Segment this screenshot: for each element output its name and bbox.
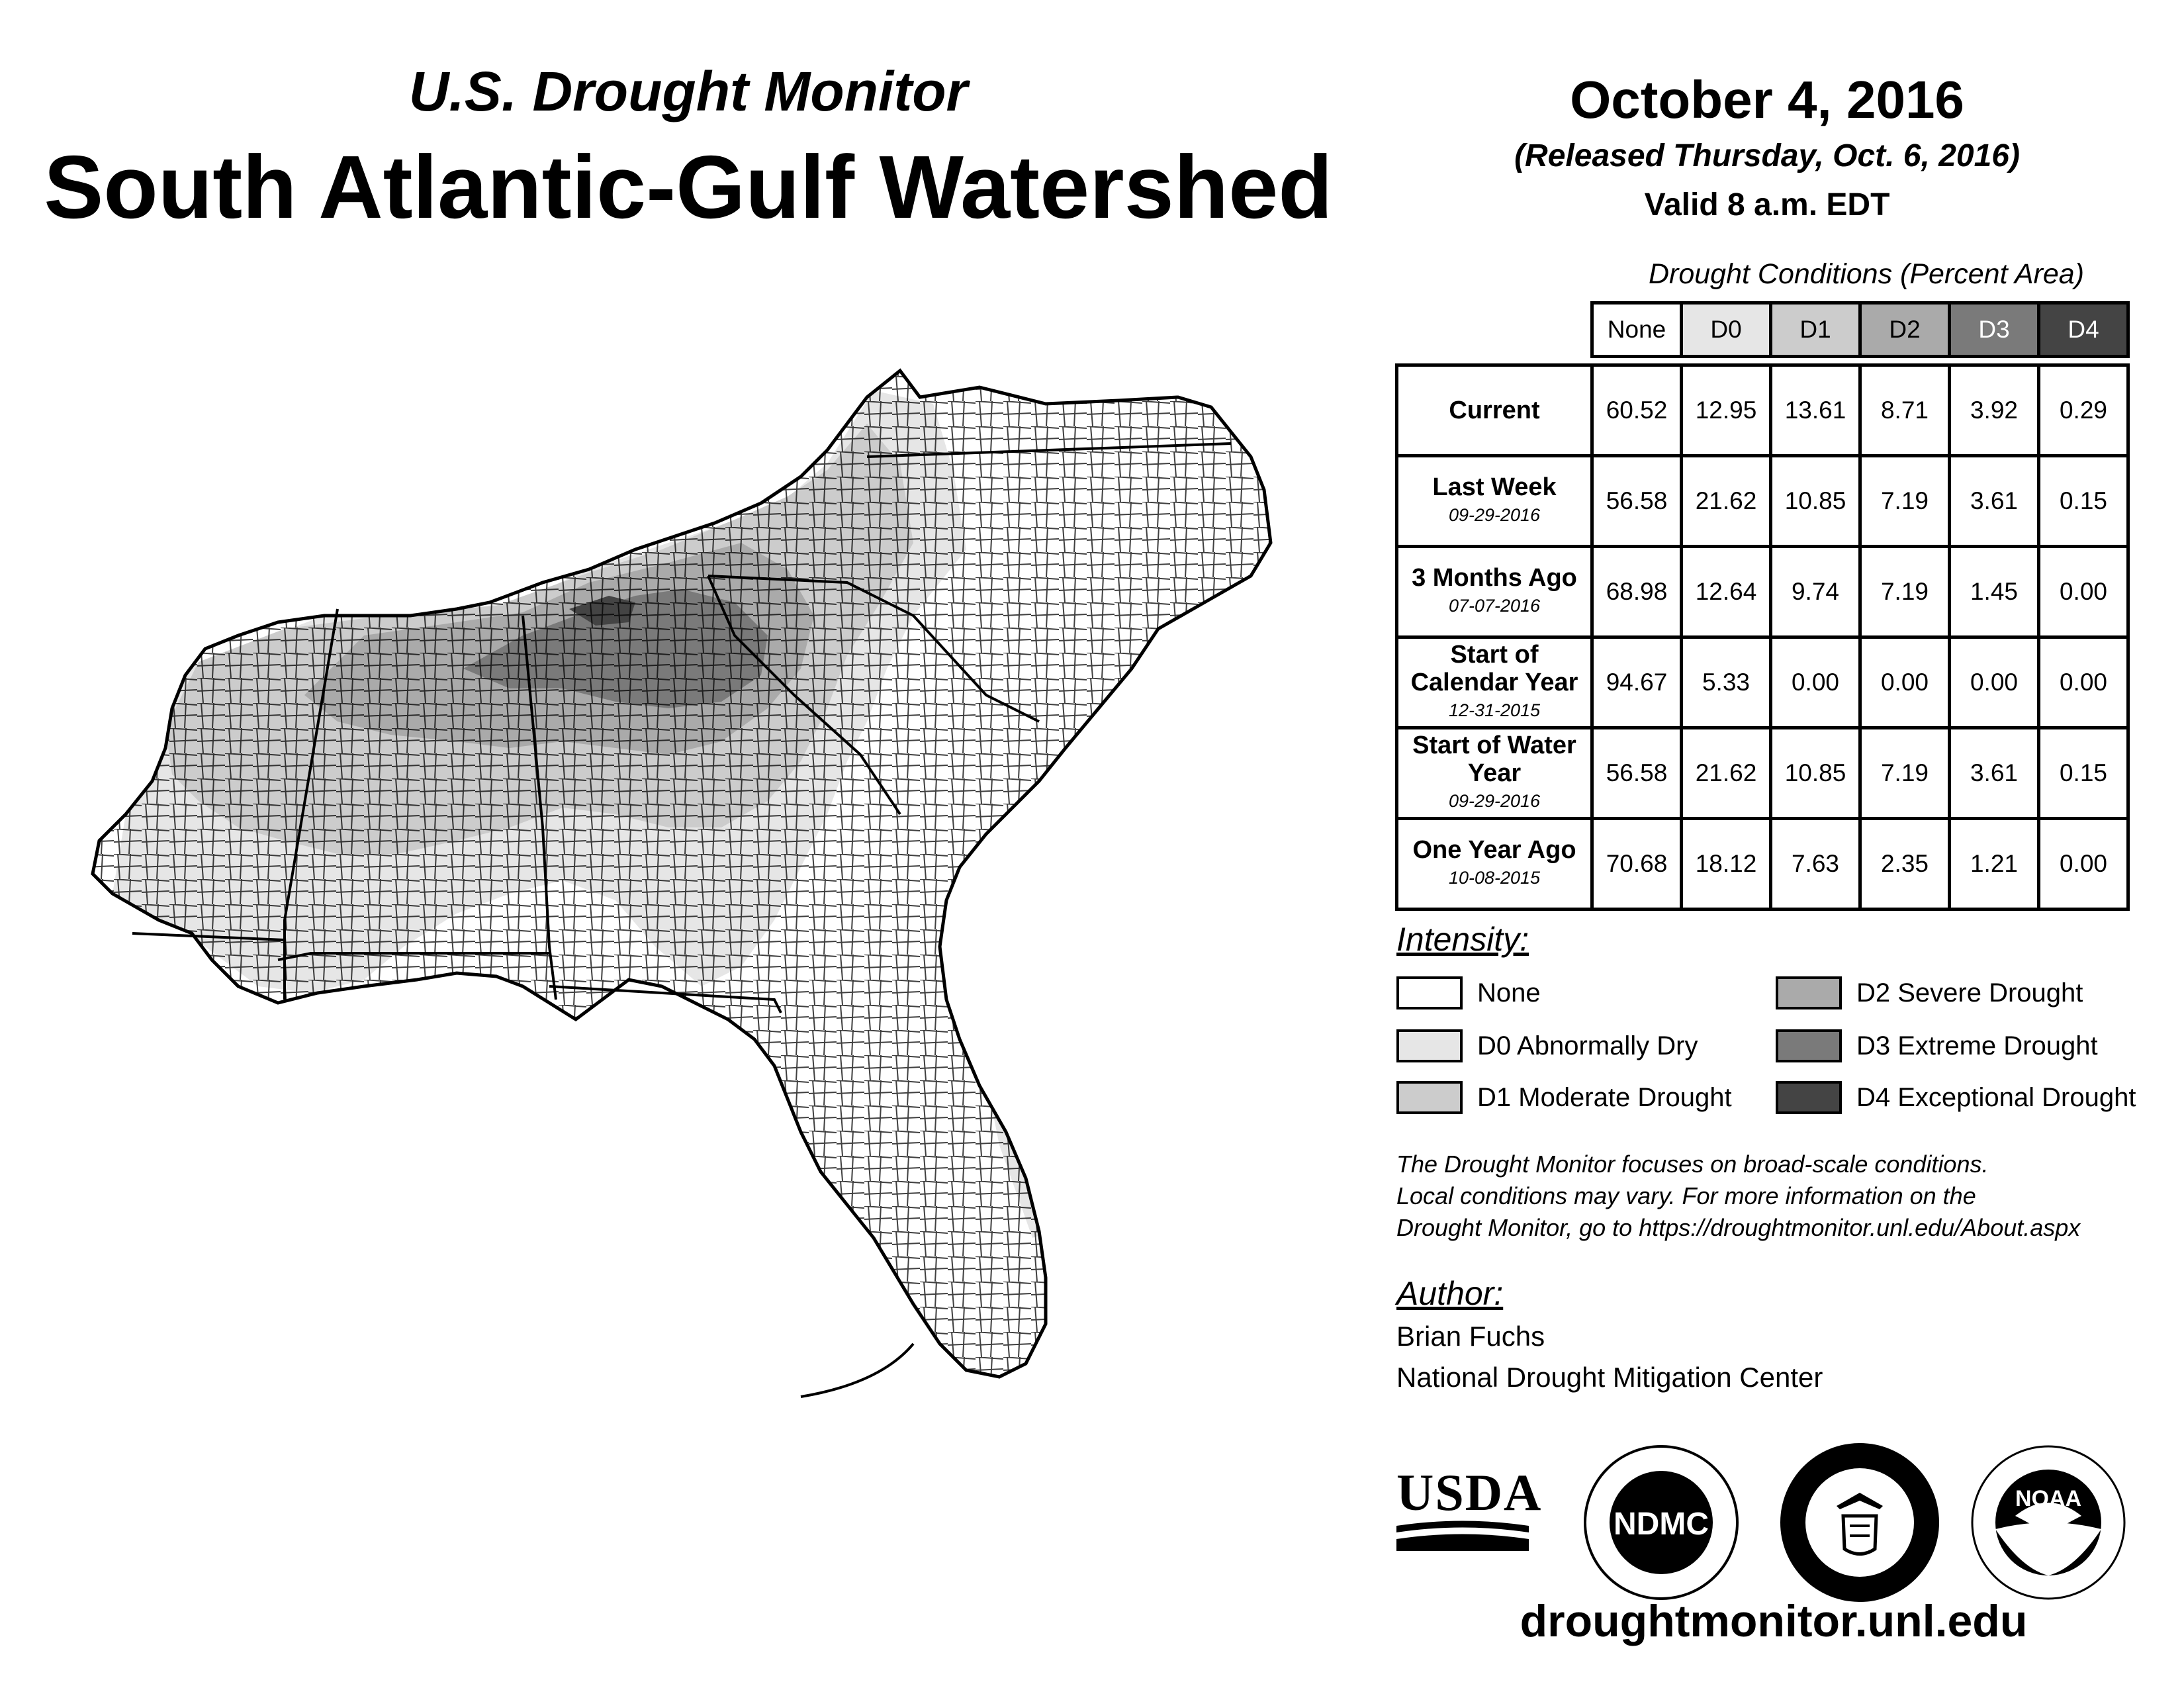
row-label: 3 Months Ago 07-07-2016 (1397, 547, 1592, 637)
row-label: One Year Ago 10-08-2015 (1397, 819, 1592, 910)
legend-item-d4: D4 Exceptional Drought (1776, 1081, 2136, 1114)
legend-item-d1: D1 Moderate Drought (1396, 1081, 1732, 1114)
table-row: Start of Calendar Year 12-31-2015 94.67 5.33 0.00 0.00 0.00 0.00 (1397, 637, 2128, 728)
map-date: October 4, 2016 (1570, 70, 1964, 129)
legend-item-none: None (1396, 976, 1541, 1009)
legend-swatch (1776, 1029, 1842, 1062)
table-row: Last Week 09-29-2016 56.58 21.62 10.85 7.19 3.61 0.15 (1397, 456, 2128, 547)
col-header: D0 (1682, 303, 1771, 357)
svg-text:NOAA: NOAA (2015, 1486, 2082, 1511)
legend-item-d0: D0 Abnormally Dry (1396, 1029, 1698, 1062)
florida-keys (801, 1344, 913, 1397)
usda-logo: USDA (1396, 1466, 1542, 1556)
legend-item-d2: D2 Severe Drought (1776, 976, 2083, 1009)
author-organization: National Drought Mitigation Center (1396, 1362, 1823, 1393)
row-label: Last Week 09-29-2016 (1397, 456, 1592, 547)
col-header: None (1592, 303, 1682, 357)
doc-seal-logo (1777, 1440, 1942, 1605)
monitor-subtitle: U.S. Drought Monitor (408, 60, 968, 122)
drought-map (86, 351, 1310, 1569)
row-label: Start of Calendar Year 12-31-2015 (1397, 637, 1592, 728)
col-header: D4 (2039, 303, 2128, 357)
table-row: Start of Water Year 09-29-2016 56.58 21.62 10.85 7.19 3.61 0.15 (1397, 728, 2128, 819)
legend-swatch (1776, 976, 1842, 1009)
legend-item-d3: D3 Extreme Drought (1776, 1029, 2098, 1062)
table-caption: Drought Conditions (Percent Area) (1648, 258, 2085, 290)
author-name: Brian Fuchs (1396, 1321, 1545, 1352)
ndmc-logo (1582, 1443, 1741, 1602)
row-label: Current (1397, 365, 1592, 456)
valid-time: Valid 8 a.m. EDT (1644, 187, 1890, 222)
legend-title: Intensity: (1396, 921, 1529, 958)
disclaimer-note: The Drought Monitor focuses on broad-scale conditions. Local conditions may vary. For more information on the Drought Monitor, go to https://droughtmonitor.unl.edu/About.aspx (1396, 1150, 2081, 1241)
table-row: 3 Months Ago 07-07-2016 68.98 12.64 9.74 7.19 1.45 0.00 (1397, 547, 2128, 637)
legend-swatch (1776, 1081, 1842, 1114)
legend-swatch (1396, 1081, 1463, 1114)
noaa-logo (1969, 1443, 2128, 1602)
website-url: droughtmonitor.unl.edu (1520, 1596, 2028, 1646)
col-header: D2 (1860, 303, 1950, 357)
author-heading: Author: (1396, 1275, 1504, 1312)
legend-swatch (1396, 1029, 1463, 1062)
svg-text:NDMC: NDMC (1614, 1507, 1709, 1542)
map-title: South Atlantic-Gulf Watershed (44, 137, 1333, 237)
legend-swatch (1396, 976, 1463, 1009)
col-header: D3 (1950, 303, 2039, 357)
table-row: One Year Ago 10-08-2015 70.68 18.12 7.63 2.35 1.21 0.00 (1397, 819, 2128, 910)
row-label: Start of Water Year 09-29-2016 (1397, 728, 1592, 819)
table-row: Current 60.52 12.95 13.61 8.71 3.92 0.29 (1397, 365, 2128, 456)
col-header: D1 (1771, 303, 1860, 357)
release-date: (Released Thursday, Oct. 6, 2016) (1514, 138, 2020, 173)
drought-conditions-table (1395, 301, 2130, 911)
